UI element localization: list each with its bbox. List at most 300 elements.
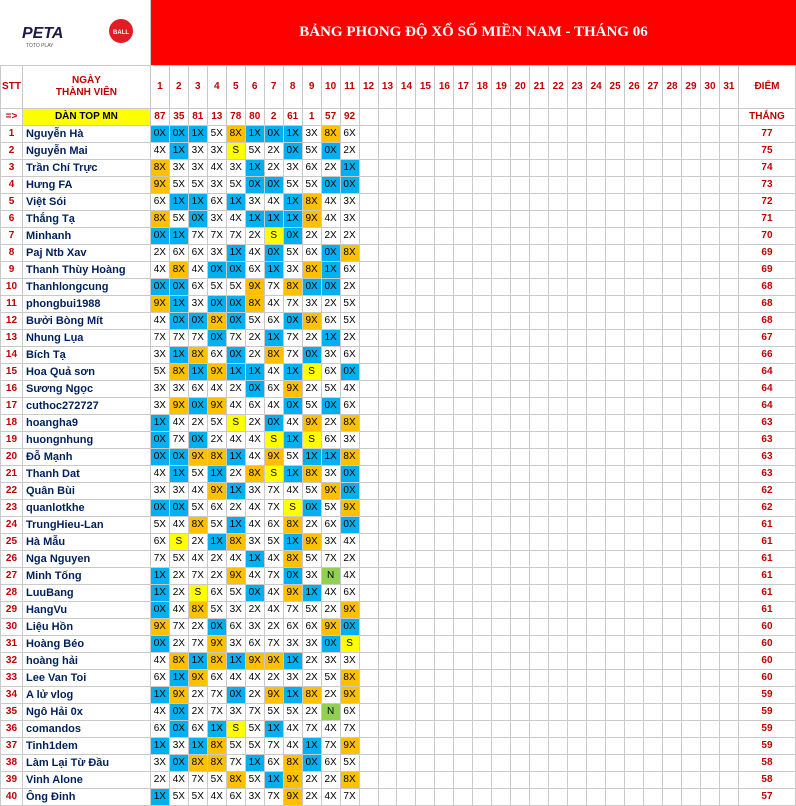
empty-cell (644, 738, 663, 755)
result-cell: 4X (188, 483, 207, 500)
empty-cell (549, 143, 568, 160)
header-day: 6 (245, 66, 264, 109)
header-points: ĐIỂM (738, 66, 795, 109)
empty-cell (682, 500, 701, 517)
result-cell: 6X (207, 194, 226, 211)
empty-cell (682, 364, 701, 381)
empty-cell (549, 789, 568, 806)
result-cell: 1X (169, 194, 188, 211)
header-day: 25 (606, 66, 625, 109)
table-row (1, 279, 796, 296)
result-cell: 4X (169, 602, 188, 619)
result-cell: 9X (264, 449, 283, 466)
empty-cell (700, 636, 719, 653)
empty-cell (454, 653, 473, 670)
empty-cell (719, 755, 738, 772)
empty-cell (587, 398, 606, 415)
empty-cell (644, 432, 663, 449)
table-row (1, 619, 796, 636)
empty-cell (682, 211, 701, 228)
empty-cell (644, 483, 663, 500)
empty-cell (435, 602, 454, 619)
empty-cell (644, 245, 663, 262)
empty-cell (700, 653, 719, 670)
empty-cell (625, 313, 644, 330)
member-points: 70 (738, 228, 795, 245)
empty-cell (549, 602, 568, 619)
result-cell: 1X (283, 653, 302, 670)
empty-cell (568, 279, 587, 296)
empty-cell (587, 721, 606, 738)
result-cell: 4X (340, 381, 359, 398)
empty-cell (511, 313, 530, 330)
empty-cell (587, 381, 606, 398)
empty-cell (511, 160, 530, 177)
header-row (1, 66, 796, 109)
empty-cell (530, 585, 549, 602)
empty-cell (473, 228, 492, 245)
empty-cell (625, 415, 644, 432)
empty-cell (473, 619, 492, 636)
result-cell: 0X (283, 568, 302, 585)
empty-cell (644, 755, 663, 772)
empty-cell (416, 398, 435, 415)
result-cell: 0X (150, 602, 169, 619)
empty-cell (435, 568, 454, 585)
empty-cell (663, 772, 682, 789)
member-name: hoàng hải (22, 653, 150, 670)
empty-cell (549, 364, 568, 381)
result-cell: 0X (245, 585, 264, 602)
empty-cell (530, 755, 549, 772)
empty-cell (492, 381, 511, 398)
result-cell: 0X (283, 228, 302, 245)
empty-cell (568, 619, 587, 636)
table-row (1, 687, 796, 704)
empty-cell (700, 602, 719, 619)
result-cell: 9X (207, 398, 226, 415)
empty-cell (454, 364, 473, 381)
member-points: 62 (738, 483, 795, 500)
member-name: Lee Van Toi (22, 670, 150, 687)
table-row (1, 551, 796, 568)
empty-cell (397, 313, 416, 330)
result-cell: 3X (245, 194, 264, 211)
empty-cell (663, 483, 682, 500)
result-cell: 6X (188, 245, 207, 262)
result-cell: 5X (340, 296, 359, 313)
empty-cell (397, 126, 416, 143)
empty-cell (473, 347, 492, 364)
empty-cell (473, 653, 492, 670)
result-cell: 1X (150, 585, 169, 602)
result-cell: 5X (226, 279, 245, 296)
empty-cell (359, 160, 378, 177)
empty-cell (435, 330, 454, 347)
result-cell: 1X (302, 738, 321, 755)
result-cell: 1X (283, 534, 302, 551)
empty-cell (719, 721, 738, 738)
empty-cell (492, 296, 511, 313)
empty-cell (682, 534, 701, 551)
result-cell: 5X (150, 517, 169, 534)
row-number: 21 (1, 466, 23, 483)
result-cell: 5X (150, 364, 169, 381)
result-cell: 6X (264, 313, 283, 330)
result-cell: 4X (321, 194, 340, 211)
empty-cell (473, 738, 492, 755)
result-cell: 9X (169, 398, 188, 415)
member-points: 58 (738, 772, 795, 789)
empty-cell (359, 330, 378, 347)
result-cell: 2X (169, 568, 188, 585)
empty-cell (378, 500, 397, 517)
empty-cell (416, 432, 435, 449)
empty-cell (397, 500, 416, 517)
empty-cell (416, 687, 435, 704)
empty-cell (682, 449, 701, 466)
empty-cell (416, 177, 435, 194)
result-cell: 0X (321, 398, 340, 415)
empty-cell (359, 551, 378, 568)
result-cell: 1X (150, 415, 169, 432)
empty-cell (530, 772, 549, 789)
empty-cell (568, 755, 587, 772)
empty-cell (568, 534, 587, 551)
table-row (1, 772, 796, 789)
result-cell: 7X (264, 636, 283, 653)
result-cell: 4X (169, 517, 188, 534)
empty-cell (454, 772, 473, 789)
result-cell: 9X (340, 738, 359, 755)
result-cell: 3X (302, 126, 321, 143)
table-row (1, 381, 796, 398)
result-cell: 2X (302, 653, 321, 670)
empty-cell (625, 636, 644, 653)
member-points: 61 (738, 602, 795, 619)
result-cell: 2X (321, 687, 340, 704)
result-cell: 5X (245, 738, 264, 755)
empty-cell (700, 721, 719, 738)
result-cell: 7X (321, 738, 340, 755)
empty-cell (606, 755, 625, 772)
empty-cell (682, 109, 701, 126)
empty-cell (359, 636, 378, 653)
member-name: Đỗ Mạnh (22, 449, 150, 466)
row-number: 34 (1, 687, 23, 704)
result-cell: 1X (226, 483, 245, 500)
result-cell: 7X (226, 330, 245, 347)
result-cell: 4X (283, 738, 302, 755)
empty-cell (719, 551, 738, 568)
result-cell: 6X (150, 534, 169, 551)
result-cell: 6X (188, 381, 207, 398)
empty-cell (473, 415, 492, 432)
result-cell: 7X (188, 636, 207, 653)
member-name: Bích Tạ (22, 347, 150, 364)
empty-cell (625, 653, 644, 670)
empty-cell (587, 483, 606, 500)
result-cell: 8X (169, 364, 188, 381)
result-cell: 6X (245, 636, 264, 653)
empty-cell (473, 772, 492, 789)
empty-cell (682, 143, 701, 160)
empty-cell (416, 602, 435, 619)
empty-cell (435, 160, 454, 177)
result-cell: 0X (302, 279, 321, 296)
empty-cell (511, 568, 530, 585)
empty-cell (397, 534, 416, 551)
result-cell: 0X (188, 211, 207, 228)
empty-cell (416, 704, 435, 721)
empty-cell (719, 483, 738, 500)
table-row (1, 364, 796, 381)
empty-cell (473, 704, 492, 721)
empty-cell (416, 789, 435, 806)
empty-cell (663, 364, 682, 381)
result-cell: 5X (188, 500, 207, 517)
member-name: Việt Sói (22, 194, 150, 211)
result-cell: 1X (264, 721, 283, 738)
result-cell: 0X (150, 432, 169, 449)
result-cell: 5X (245, 772, 264, 789)
empty-cell (644, 143, 663, 160)
empty-cell (435, 364, 454, 381)
result-cell: 3X (207, 177, 226, 194)
empty-cell (700, 551, 719, 568)
empty-cell (644, 517, 663, 534)
empty-cell (606, 296, 625, 313)
row-number: 38 (1, 755, 23, 772)
empty-cell (587, 449, 606, 466)
empty-cell (435, 194, 454, 211)
result-cell: 4X (245, 500, 264, 517)
empty-cell (473, 789, 492, 806)
empty-cell (530, 551, 549, 568)
result-cell: 3X (207, 245, 226, 262)
result-cell: 0X (188, 432, 207, 449)
member-name: Thắng Tạ (22, 211, 150, 228)
result-cell: 3X (188, 160, 207, 177)
empty-cell (682, 619, 701, 636)
empty-cell (530, 704, 549, 721)
member-name: Ngô Hải 0x (22, 704, 150, 721)
empty-cell (568, 194, 587, 211)
result-cell: 1X (150, 789, 169, 806)
empty-cell (644, 653, 663, 670)
top-row-value: 87 (150, 109, 169, 126)
empty-cell (644, 415, 663, 432)
empty-cell (378, 772, 397, 789)
empty-cell (492, 534, 511, 551)
empty-cell (454, 670, 473, 687)
empty-cell (378, 653, 397, 670)
empty-cell (549, 381, 568, 398)
top-row-marker: => (1, 109, 23, 126)
result-cell: 4X (226, 551, 245, 568)
empty-cell (435, 534, 454, 551)
empty-cell (644, 228, 663, 245)
empty-cell (682, 415, 701, 432)
empty-cell (530, 517, 549, 534)
result-cell: 4X (321, 211, 340, 228)
empty-cell (682, 381, 701, 398)
empty-cell (700, 398, 719, 415)
result-cell: 9X (340, 500, 359, 517)
top-row-label: DÀN TOP MN (22, 109, 150, 126)
empty-cell (719, 330, 738, 347)
member-points: 59 (738, 687, 795, 704)
result-cell: 7X (150, 551, 169, 568)
member-points: 72 (738, 194, 795, 211)
result-cell: 2X (302, 704, 321, 721)
result-cell: 0X (150, 126, 169, 143)
empty-cell (606, 721, 625, 738)
member-points: 59 (738, 704, 795, 721)
empty-cell (663, 755, 682, 772)
empty-cell (549, 772, 568, 789)
empty-cell (606, 585, 625, 602)
empty-cell (530, 619, 549, 636)
empty-cell (606, 636, 625, 653)
empty-cell (435, 449, 454, 466)
empty-cell (682, 160, 701, 177)
empty-cell (416, 636, 435, 653)
result-cell: 0X (245, 177, 264, 194)
result-cell: 2X (150, 245, 169, 262)
result-cell: 1X (150, 738, 169, 755)
result-cell: 6X (321, 517, 340, 534)
result-cell: 5X (302, 398, 321, 415)
top-row-value: 13 (207, 109, 226, 126)
header-day: 30 (700, 66, 719, 109)
empty-cell (530, 398, 549, 415)
empty-cell (587, 738, 606, 755)
empty-cell (530, 500, 549, 517)
empty-cell (359, 789, 378, 806)
result-cell: 7X (302, 721, 321, 738)
empty-cell (682, 517, 701, 534)
result-cell: 2X (207, 568, 226, 585)
empty-cell (397, 143, 416, 160)
empty-cell (359, 568, 378, 585)
empty-cell (700, 143, 719, 160)
empty-cell (359, 381, 378, 398)
row-number: 25 (1, 534, 23, 551)
row-number: 5 (1, 194, 23, 211)
empty-cell (549, 568, 568, 585)
empty-cell (663, 126, 682, 143)
empty-cell (663, 262, 682, 279)
empty-cell (700, 568, 719, 585)
table-row (1, 177, 796, 194)
svg-text:BALL: BALL (113, 30, 129, 36)
header-day: 9 (302, 66, 321, 109)
result-cell: 8X (283, 551, 302, 568)
table-row (1, 483, 796, 500)
page-title: BẢNG PHONG ĐỘ XỔ SỐ MIỀN NAM - THÁNG 06 (151, 0, 796, 65)
header-day: 3 (188, 66, 207, 109)
result-cell: 6X (264, 755, 283, 772)
result-cell: 1X (283, 687, 302, 704)
empty-cell (435, 177, 454, 194)
empty-cell (359, 347, 378, 364)
empty-cell (719, 687, 738, 704)
empty-cell (530, 636, 549, 653)
result-cell: 3X (283, 160, 302, 177)
empty-cell (359, 449, 378, 466)
empty-cell (492, 330, 511, 347)
empty-cell (644, 568, 663, 585)
row-number: 39 (1, 772, 23, 789)
empty-cell (719, 738, 738, 755)
result-cell: 3X (340, 653, 359, 670)
result-cell: 5X (321, 670, 340, 687)
empty-cell (454, 262, 473, 279)
result-cell: 7X (207, 687, 226, 704)
table-row (1, 262, 796, 279)
empty-cell (397, 602, 416, 619)
result-cell: 4X (226, 211, 245, 228)
result-cell: 3X (226, 636, 245, 653)
empty-cell (397, 245, 416, 262)
empty-cell (454, 534, 473, 551)
empty-cell (719, 211, 738, 228)
empty-cell (682, 755, 701, 772)
result-cell: 1X (169, 466, 188, 483)
result-cell: 1X (188, 738, 207, 755)
member-name: A lử vlog (22, 687, 150, 704)
result-cell: 8X (207, 755, 226, 772)
empty-cell (682, 245, 701, 262)
result-cell: 2X (302, 670, 321, 687)
empty-cell (549, 126, 568, 143)
empty-cell (644, 262, 663, 279)
empty-cell (625, 296, 644, 313)
result-cell: 1X (283, 466, 302, 483)
empty-cell (663, 330, 682, 347)
empty-cell (473, 551, 492, 568)
header-day: 13 (378, 66, 397, 109)
empty-cell (492, 347, 511, 364)
empty-cell (682, 568, 701, 585)
empty-cell (378, 551, 397, 568)
empty-cell (359, 364, 378, 381)
peta-logo (0, 0, 151, 65)
empty-cell (587, 636, 606, 653)
peta-logo-icon (0, 0, 150, 65)
row-number: 12 (1, 313, 23, 330)
table-row (1, 296, 796, 313)
top-row (1, 109, 796, 126)
empty-cell (435, 738, 454, 755)
empty-cell (625, 211, 644, 228)
empty-cell (530, 721, 549, 738)
result-cell: 2X (264, 670, 283, 687)
empty-cell (663, 687, 682, 704)
empty-cell (454, 211, 473, 228)
member-points: 64 (738, 381, 795, 398)
member-points: 57 (738, 789, 795, 806)
result-cell: 6X (321, 313, 340, 330)
empty-cell (454, 381, 473, 398)
empty-cell (511, 789, 530, 806)
result-cell: 4X (150, 313, 169, 330)
empty-cell (359, 177, 378, 194)
header-day: 28 (663, 66, 682, 109)
row-number: 17 (1, 398, 23, 415)
result-cell: 1X (321, 330, 340, 347)
